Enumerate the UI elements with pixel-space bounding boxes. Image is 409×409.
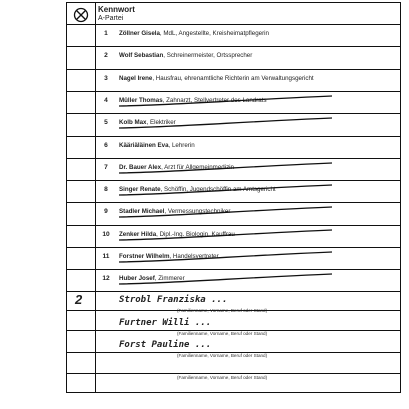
candidate-row bbox=[95, 113, 400, 135]
ballot-title: Kennwort bbox=[98, 5, 135, 14]
candidate-name: Forstner Wilhelm bbox=[119, 253, 170, 260]
party-name: A-Partei bbox=[98, 15, 124, 22]
candidate-number: 2 bbox=[104, 52, 108, 60]
write-in-hint: (Familienname, Vorname, Beruf oder Stand) bbox=[177, 331, 268, 336]
strike-through-mark bbox=[117, 113, 337, 135]
candidate-number: 6 bbox=[104, 141, 108, 149]
row-divider bbox=[67, 46, 400, 47]
strike-through-mark bbox=[117, 269, 337, 291]
write-in-number: 2 bbox=[75, 292, 83, 307]
strike-through-mark bbox=[117, 202, 337, 224]
candidate-number: 3 bbox=[104, 74, 108, 82]
write-in-name: Strobl Franziska ... bbox=[119, 295, 228, 305]
candidate-details: , Schöffin, Jugendschöffin am Amtsgericht bbox=[160, 186, 276, 194]
candidate-text bbox=[119, 142, 195, 149]
candidate-row bbox=[95, 180, 400, 202]
candidate-number: 11 bbox=[102, 253, 110, 260]
candidate-row bbox=[95, 202, 400, 224]
row-divider bbox=[67, 330, 400, 331]
row-divider bbox=[67, 373, 400, 374]
row-divider bbox=[67, 225, 400, 226]
candidate-name: Kolb Max bbox=[119, 119, 147, 127]
candidate-number: 12 bbox=[102, 275, 110, 283]
write-in-name: Furtner Willi ... bbox=[119, 318, 212, 328]
strike-through-mark bbox=[117, 247, 337, 269]
candidate-name: Nagel Irene bbox=[119, 74, 153, 82]
candidate-name: Wolf Sebastian bbox=[119, 52, 164, 60]
candidate-name: Stadler Michael bbox=[119, 208, 165, 216]
candidate-details: , Zimmerer bbox=[154, 275, 185, 283]
candidate-details: , Schreinermeister, Ortssprecher bbox=[163, 52, 253, 60]
write-in-name: Forst Pauline ... bbox=[119, 340, 212, 350]
candidate-name: Kääriäläinen Eva bbox=[119, 141, 169, 149]
candidate-details: , Lehrerin bbox=[168, 141, 195, 149]
candidate-name: Müller Thomas bbox=[119, 96, 163, 104]
candidate-details: , Elektriker bbox=[146, 119, 176, 127]
candidate-name: Zöllner Gisela bbox=[119, 30, 160, 37]
row-divider bbox=[67, 91, 400, 92]
candidate-row bbox=[95, 158, 400, 180]
candidate-name: Zenker Hilda bbox=[119, 230, 157, 238]
candidate-details: , Dipl.-Ing. Biologin, Kauffrau bbox=[156, 230, 235, 238]
candidate-number: 1 bbox=[104, 30, 108, 37]
candidate-row bbox=[95, 24, 400, 46]
strike-through-mark bbox=[117, 91, 337, 113]
candidate-number: 5 bbox=[104, 119, 108, 127]
write-in-hint: (Familienname, Vorname, Beruf oder Stand) bbox=[177, 375, 268, 380]
candidate-row bbox=[95, 225, 400, 247]
row-divider bbox=[67, 113, 400, 114]
candidate-row bbox=[95, 46, 400, 68]
row-divider bbox=[67, 291, 400, 292]
strike-through-mark bbox=[117, 180, 337, 202]
candidate-text bbox=[119, 75, 314, 82]
candidate-name: Huber Josef bbox=[119, 275, 155, 283]
no-entry-circle-icon bbox=[73, 7, 89, 23]
candidate-number: 10 bbox=[102, 230, 110, 238]
row-divider bbox=[67, 310, 400, 311]
candidate-row bbox=[95, 247, 400, 269]
candidate-name: Singer Renate bbox=[119, 186, 161, 194]
row-divider bbox=[67, 24, 400, 25]
write-in-hint: (Familienname, Vorname, Beruf oder Stand) bbox=[177, 353, 268, 358]
strike-through-mark bbox=[117, 225, 337, 247]
candidate-details: , MdL, Angestellte, Kreisheimatpflegerin bbox=[159, 30, 269, 37]
candidate-name: Dr. Bauer Alex bbox=[119, 163, 162, 171]
candidate-row bbox=[95, 69, 400, 91]
candidate-details: , Handelsvertreter bbox=[169, 253, 219, 260]
row-divider bbox=[67, 269, 400, 270]
write-in-hint: (Familienname, Vorname, Beruf oder Stand) bbox=[177, 308, 268, 313]
row-divider bbox=[67, 158, 400, 159]
row-divider bbox=[67, 247, 400, 248]
candidate-details: , Hausfrau, ehrenamtliche Richterin am Verwaltungsgericht bbox=[152, 74, 314, 82]
candidate-row bbox=[95, 136, 400, 158]
row-divider bbox=[67, 69, 400, 70]
candidate-number: 9 bbox=[104, 208, 108, 216]
candidate-number: 7 bbox=[104, 163, 108, 171]
candidate-text bbox=[119, 52, 252, 59]
ballot-form bbox=[66, 2, 401, 393]
candidate-details: , Zahnarzt, Stellvertreter des Landrats bbox=[162, 96, 267, 104]
candidate-number: 8 bbox=[104, 186, 108, 194]
row-divider bbox=[67, 180, 400, 181]
candidate-details: , Arzt für Allgemeinmedizin bbox=[161, 163, 234, 171]
candidate-row bbox=[95, 269, 400, 291]
row-divider bbox=[67, 352, 400, 353]
row-divider bbox=[67, 136, 400, 137]
candidate-number: 4 bbox=[104, 96, 108, 104]
strike-through-mark bbox=[117, 158, 337, 180]
candidate-text bbox=[119, 30, 269, 37]
candidate-row bbox=[95, 91, 400, 113]
candidate-details: , Vermessungstechniker bbox=[164, 208, 231, 216]
row-divider bbox=[67, 202, 400, 203]
